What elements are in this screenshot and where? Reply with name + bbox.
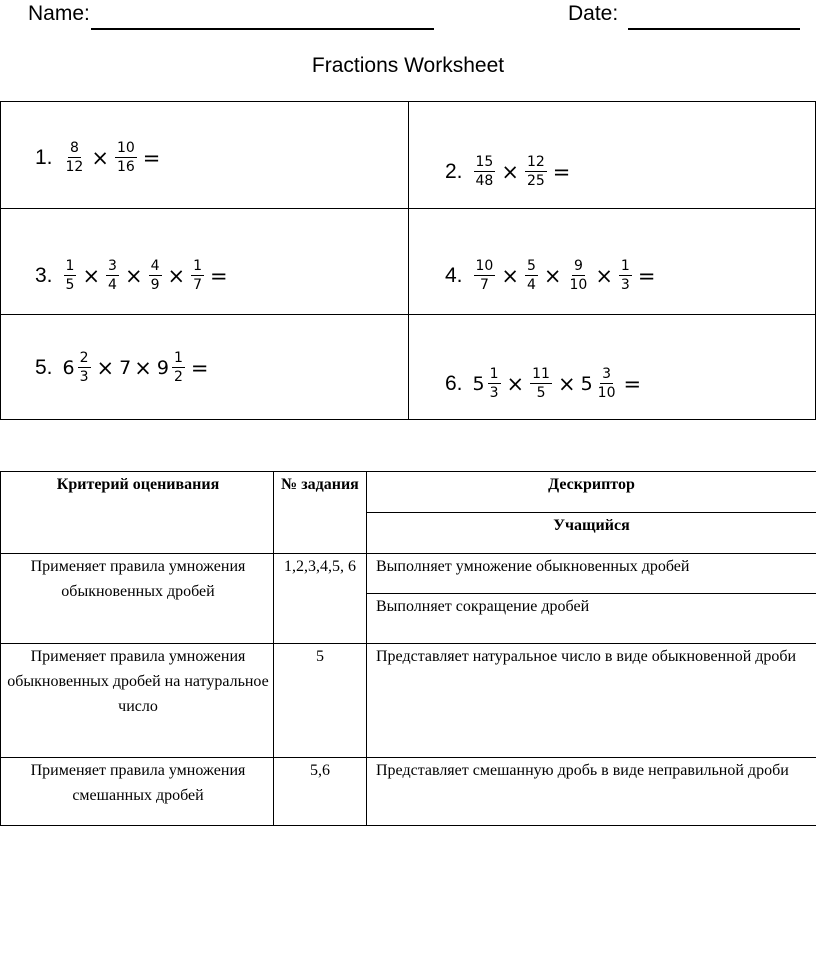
problem-4 <box>445 258 658 293</box>
problem-number: 4. <box>445 263 463 287</box>
denominator: 3 <box>489 385 499 402</box>
denominator: 12 <box>65 159 84 176</box>
equals-sign: = <box>552 159 571 184</box>
task-number-cell: 5,6 <box>310 762 330 779</box>
numerator: 11 <box>530 366 552 384</box>
denominator: 48 <box>475 173 494 190</box>
date-blank-line[interactable] <box>628 28 800 30</box>
fraction <box>567 258 589 293</box>
equals-sign: = <box>190 355 209 380</box>
numerator: 1 <box>172 350 185 368</box>
times-sign: × <box>96 355 115 380</box>
problem-number: 5. <box>35 355 53 379</box>
denominator: 10 <box>597 385 616 402</box>
numerator: 5 <box>525 258 538 276</box>
problem-6 <box>445 366 644 401</box>
grid-divider <box>408 102 409 419</box>
fraction <box>596 366 618 401</box>
fraction <box>172 350 185 385</box>
equals-sign: = <box>142 145 161 170</box>
numerator: 1 <box>191 258 204 276</box>
numerator: 12 <box>525 154 547 172</box>
numerator: 4 <box>149 258 162 276</box>
denominator: 5 <box>65 277 75 294</box>
whole-number: 6 <box>62 356 75 379</box>
grid-divider <box>1 314 815 315</box>
header-descriptor: Дескриптор <box>548 476 635 493</box>
denominator: 10 <box>569 277 588 294</box>
criterion-cell: Применяет правила умножения смешанных дробей <box>30 762 246 804</box>
worksheet-title: Fractions Worksheet <box>311 54 505 77</box>
whole-number: 5 <box>580 372 593 395</box>
problem-number: 2. <box>445 159 463 183</box>
denominator: 9 <box>150 277 160 294</box>
fraction <box>115 140 137 175</box>
denominator: 7 <box>479 277 489 294</box>
times-sign: × <box>543 263 562 288</box>
times-sign: × <box>134 355 152 380</box>
numerator: 10 <box>474 258 496 276</box>
denominator: 4 <box>526 277 536 294</box>
problem-3 <box>35 258 231 293</box>
numerator: 10 <box>115 140 137 158</box>
times-sign: × <box>506 371 525 396</box>
times-sign: × <box>557 371 576 396</box>
whole-number: 5 <box>472 372 485 395</box>
numerator: 1 <box>64 258 77 276</box>
task-number-cell: 5 <box>316 648 324 665</box>
fraction <box>149 258 162 293</box>
fraction <box>78 350 91 385</box>
denominator: 2 <box>173 369 183 386</box>
problem-number: 1. <box>35 145 53 169</box>
date-label: Date: <box>568 2 619 25</box>
times-sign: × <box>124 263 143 288</box>
denominator: 4 <box>108 277 117 294</box>
denominator: 16 <box>116 159 135 176</box>
header-student: Учащийся <box>553 517 630 534</box>
times-sign: × <box>91 145 109 170</box>
times-sign: × <box>595 263 613 288</box>
descriptor-cell: Представляет смешанную дробь в виде неправильной дроби <box>376 762 789 779</box>
numerator: 1 <box>619 258 632 276</box>
problem-number: 3. <box>35 263 53 287</box>
assessment-criteria-table <box>0 471 816 826</box>
times-sign: × <box>501 263 519 288</box>
descriptor-cell: Представляет натуральное число в виде обыкновенной дроби <box>376 648 797 665</box>
equals-sign: = <box>637 263 656 288</box>
fraction <box>64 140 86 175</box>
whole-number: 9 <box>156 356 169 379</box>
fraction <box>191 258 204 293</box>
descriptor-cell: Выполняет сокращение дробей <box>376 598 590 615</box>
descriptor-cell: Выполняет умножение обыкновенных дробей <box>376 558 690 575</box>
numerator: 3 <box>106 258 119 276</box>
fraction <box>619 258 632 293</box>
denominator: 3 <box>79 369 89 386</box>
numerator: 3 <box>600 366 613 384</box>
fraction <box>525 258 538 293</box>
times-sign: × <box>82 263 101 288</box>
numerator: 1 <box>488 366 501 384</box>
times-sign: × <box>167 263 186 288</box>
fraction <box>64 258 77 293</box>
equals-sign: = <box>623 371 642 396</box>
problems-grid <box>0 101 816 420</box>
header-task-number: № задания <box>281 476 359 493</box>
numerator: 9 <box>572 258 585 276</box>
fraction <box>106 258 119 293</box>
problem-1 <box>35 140 163 175</box>
numerator: 8 <box>68 140 81 158</box>
criterion-cell: Применяет правила умножения обыкновенных дробей на натуральное число <box>7 648 269 715</box>
fraction <box>474 258 496 293</box>
numerator: 2 <box>78 350 91 368</box>
grid-divider <box>1 208 815 209</box>
equals-sign: = <box>210 263 228 288</box>
name-blank-line[interactable] <box>91 28 434 30</box>
times-sign: × <box>501 159 519 184</box>
name-label: Name: <box>28 2 90 25</box>
problem-number: 6. <box>445 371 463 395</box>
fraction <box>474 154 496 189</box>
fraction <box>530 366 552 401</box>
task-number-cell: 1,2,3,4,5, 6 <box>284 558 356 575</box>
criterion-cell: Применяет правила умножения обыкновенных дробей <box>30 558 246 600</box>
fraction <box>525 154 547 189</box>
denominator: 7 <box>193 277 203 294</box>
numerator: 15 <box>474 154 496 172</box>
fraction <box>488 366 501 401</box>
whole-number: 7 <box>119 356 132 379</box>
denominator: 3 <box>620 277 630 294</box>
denominator: 25 <box>526 173 545 190</box>
header-criterion: Критерий оценивания <box>56 476 220 493</box>
problem-2 <box>445 154 573 189</box>
denominator: 5 <box>536 385 546 402</box>
problem-5 <box>35 350 211 385</box>
